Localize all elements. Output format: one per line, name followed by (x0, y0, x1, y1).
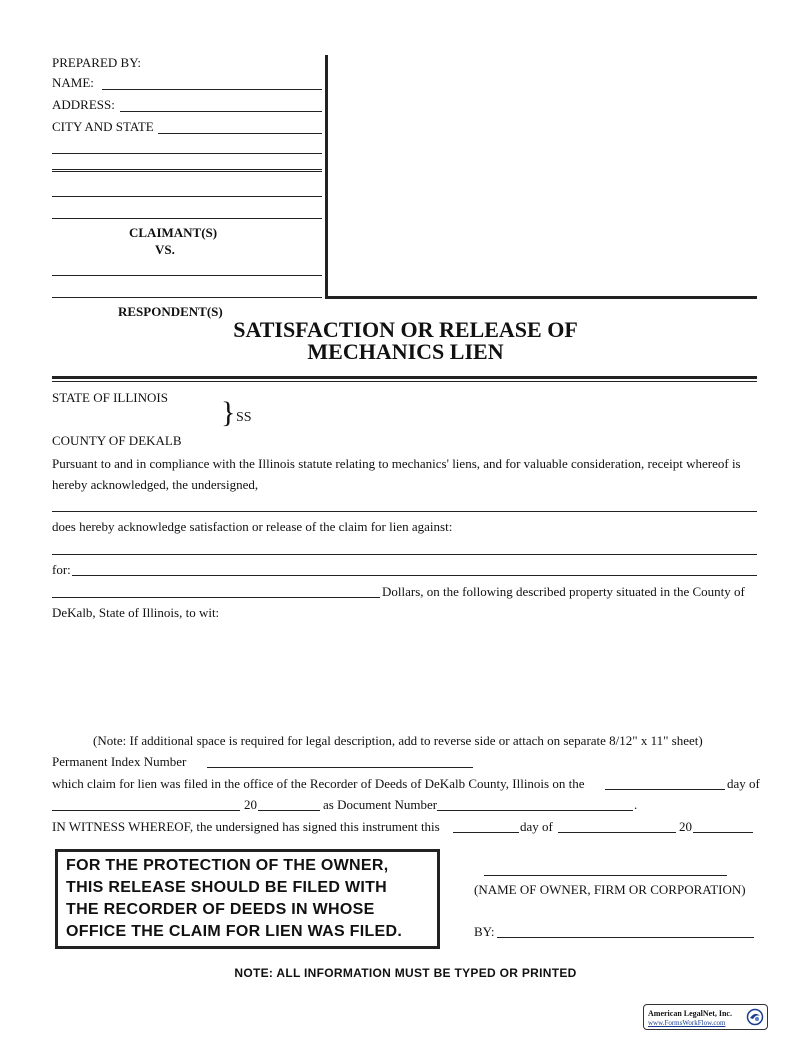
witness-20-label: 20 (679, 819, 692, 834)
respondent-label: RESPONDENT(S) (118, 304, 223, 319)
prepared-by-label: PREPARED BY: (52, 55, 141, 70)
claimant-line-1[interactable] (52, 196, 322, 197)
city-state-label: CITY AND STATE (52, 119, 154, 134)
pin-field[interactable] (207, 767, 473, 768)
legalnet-logo[interactable] (643, 1004, 768, 1030)
document-title-line2: MECHANICS LIEN (307, 339, 504, 364)
name-field[interactable] (102, 89, 322, 90)
for-field[interactable] (72, 575, 757, 576)
document-title-line1: SATISFACTION OR RELEASE OF (233, 317, 578, 342)
recorder-box-bottom-border (325, 296, 757, 299)
name-label: NAME: (52, 75, 94, 90)
dekalb-text: DeKalb, State of Illinois, to wit: (52, 605, 220, 620)
logo-company-name: American LegalNet, Inc. (648, 1009, 732, 1018)
owner-name-label: (NAME OF OWNER, FIRM OR CORPORATION) (474, 882, 746, 897)
period: . (634, 797, 638, 812)
protection-notice-box (55, 849, 440, 949)
address-field[interactable] (120, 111, 322, 112)
title-rule-bottom (52, 381, 757, 382)
lien-against-field[interactable] (52, 554, 757, 555)
document-number-field[interactable] (437, 810, 633, 811)
county-label: COUNTY OF DEKALB (52, 433, 182, 448)
pin-label: Permanent Index Number (52, 754, 187, 769)
vs-label: VS. (155, 242, 175, 257)
witness-month-field[interactable] (558, 832, 676, 833)
by-label: BY: (474, 924, 495, 939)
owner-name-field[interactable] (484, 875, 727, 876)
filed-date-field[interactable] (605, 789, 725, 790)
state-label: STATE OF ILLINOIS (52, 390, 168, 405)
respondent-line-1[interactable] (52, 275, 322, 276)
brace-symbol: } (221, 396, 236, 429)
claimant-separator (52, 169, 322, 174)
notice-line-3: THE RECORDER OF DEEDS IN WHOSE (66, 901, 375, 918)
witness-text: IN WITNESS WHEREOF, the undersigned has signed this instrument this (52, 819, 440, 834)
filed-month-field[interactable] (52, 810, 240, 811)
filed-year-field[interactable] (258, 810, 320, 811)
preparer-extra-line[interactable] (52, 153, 322, 154)
claimant-line-2[interactable] (52, 218, 322, 219)
acknowledge-text: does hereby acknowledge satisfaction or release of the claim for lien against: (52, 519, 453, 534)
address-label: ADDRESS: (52, 97, 115, 112)
undersigned-field[interactable] (52, 511, 757, 512)
dollars-field[interactable] (52, 597, 380, 598)
document-number-label: as Document Number (323, 797, 438, 812)
filed-text: which claim for lien was filed in the office of the Recorder of Deeds of DeKalb County, Illinois on the (52, 776, 585, 791)
year-prefix-20: 20 (244, 797, 257, 812)
logo-url[interactable]: www.FormsWorkFlow.com (648, 1019, 726, 1027)
for-label: for: (52, 562, 71, 577)
typed-or-printed-note: NOTE: ALL INFORMATION MUST BE TYPED OR PRINTED (234, 966, 577, 980)
notice-line-4: OFFICE THE CLAIM FOR LIEN WAS FILED. (66, 923, 403, 940)
pursuant-text-line2: hereby acknowledged, the undersigned, (52, 477, 259, 492)
note-text: (Note: If additional space is required for legal description, add to reverse side or attach on separate 8/12" x 11" sheet) (93, 733, 703, 748)
claimant-label: CLAIMANT(S) (129, 225, 218, 240)
pursuant-text-line1: Pursuant to and in compliance with the Illinois statute relating to mechanics' liens, and for valuable consideration, receipt whereof is (52, 456, 741, 471)
day-of-label: day of (727, 776, 760, 791)
notice-line-2: THIS RELEASE SHOULD BE FILED WITH (66, 879, 388, 896)
recorder-box-left-border (325, 55, 328, 299)
title-rule-top (52, 376, 757, 379)
logo-swirl-icon (746, 1008, 764, 1026)
notice-line-1: FOR THE PROTECTION OF THE OWNER, (66, 857, 389, 874)
by-signature-field[interactable] (497, 937, 754, 938)
respondent-line-2[interactable] (52, 297, 322, 298)
witness-day-of-label: day of (520, 819, 553, 834)
dollars-text: Dollars, on the following described property situated in the County of (382, 584, 745, 599)
witness-day-field[interactable] (453, 832, 519, 833)
city-state-field[interactable] (158, 133, 322, 134)
witness-year-field[interactable] (693, 832, 753, 833)
ss-label: SS (236, 410, 252, 425)
